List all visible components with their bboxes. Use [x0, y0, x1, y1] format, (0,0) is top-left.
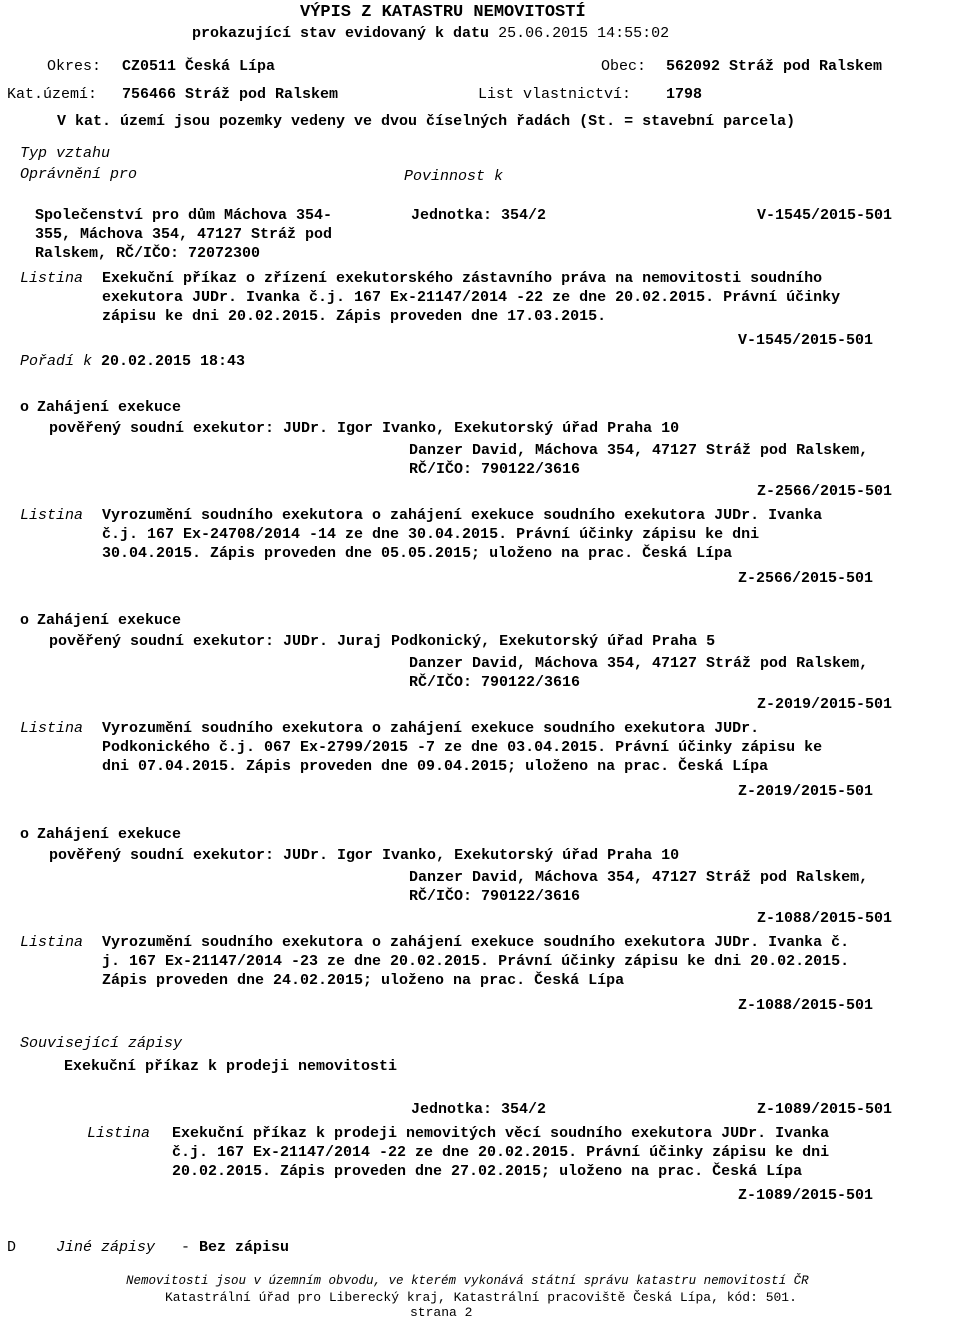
party: Danzer David, Máchova 354, 47127 Stráž pod Ralskem,: [409, 869, 869, 886]
record-ref: Z-2566/2015-501: [738, 570, 874, 587]
jednotka: Jednotka: 354/2: [411, 207, 547, 224]
listina-line: č.j. 167 Ex-21147/2014 -22 ze dne 20.02.2015. Právní účinky zápisu ke dni: [172, 1144, 830, 1161]
party: RČ/IČO: 790122/3616: [409, 674, 581, 691]
listina-label: Listina: [87, 1125, 151, 1142]
listina-label: Listina: [20, 934, 84, 951]
bullet-icon: o: [20, 612, 30, 629]
listina-label: Listina: [20, 720, 84, 737]
listina-line: č.j. 167 Ex-24708/2014 -14 ze dne 30.04.2015. Právní účinky zápisu ke dni: [102, 526, 760, 543]
subtitle-label: prokazující stav evidovaný k datu: [192, 25, 490, 42]
party-line: Ralskem, RČ/IČO: 72072300: [35, 245, 261, 262]
section-d-letter: D: [7, 1239, 17, 1256]
listina-line: exekutora JUDr. Ivanka č.j. 167 Ex-21147/2014 -22 ze dne 20.02.2015. Právní účinky: [102, 289, 841, 306]
kat-uzemi-value: 756466 Stráž pod Ralskem: [122, 86, 339, 103]
entry-title: Zahájení exekuce: [37, 612, 182, 629]
bullet-icon: o: [20, 826, 30, 843]
bullet-icon: o: [20, 399, 30, 416]
parcel-note: V kat. území jsou pozemky vedeny ve dvou číselných řadách (St. = stavební parcela): [57, 113, 796, 130]
entry-title: Zahájení exekuce: [37, 399, 182, 416]
obec-value: 562092 Stráž pod Ralskem: [666, 58, 883, 75]
record-ref: Z-1088/2015-501: [757, 910, 893, 927]
record-ref: Z-1089/2015-501: [757, 1101, 893, 1118]
listina-line: Vyrozumění soudního exekutora o zahájení exekuce soudního exekutora JUDr. Ivanka č.: [102, 934, 850, 951]
footer-line: Katastrální úřad pro Liberecký kraj, Katastrální pracoviště Česká Lípa, kód: 501.: [165, 1290, 797, 1305]
lv-value: 1798: [666, 86, 703, 103]
listina-line: 30.04.2015. Zápis proveden dne 05.05.2015; uloženo na prac. Česká Lípa: [102, 545, 733, 562]
listina-line: Vyrozumění soudního exekutora o zahájení exekuce soudního exekutora JUDr.: [102, 720, 760, 737]
lv-label: List vlastnictví:: [478, 86, 632, 103]
party: Danzer David, Máchova 354, 47127 Stráž pod Ralskem,: [409, 442, 869, 459]
record-ref: V-1545/2015-501: [757, 207, 893, 224]
listina-line: Zápis proveden dne 24.02.2015; uloženo na prac. Česká Lípa: [102, 972, 625, 989]
subtitle-date: 25.06.2015 14:55:02: [498, 25, 670, 42]
typ-vztahu-heading: Typ vztahu: [20, 145, 111, 162]
listina-line: 20.02.2015. Zápis proveden dne 27.02.2015; uloženo na prac. Česká Lípa: [172, 1163, 803, 1180]
record-ref: Z-1089/2015-501: [738, 1187, 874, 1204]
party: RČ/IČO: 790122/3616: [409, 888, 581, 905]
record-ref: Z-2019/2015-501: [757, 696, 893, 713]
listina-line: Podkonického č.j. 067 Ex-2799/2015 -7 ze dne 03.04.2015. Právní účinky zápisu ke: [102, 739, 823, 756]
record-ref: Z-2566/2015-501: [757, 483, 893, 500]
listina-line: Exekuční příkaz o zřízení exekutorského zástavního práva na nemovitosti soudního: [102, 270, 823, 287]
listina-line: j. 167 Ex-21147/2014 -23 ze dne 20.02.2015. Právní účinky zápisu ke dni 20.02.2015.: [102, 953, 850, 970]
okres-label: Okres:: [47, 58, 102, 75]
executor: pověřený soudní exekutor: JUDr. Juraj Podkonický, Exekutorský úřad Praha 5: [49, 633, 716, 650]
poradi-value: 20.02.2015 18:43: [101, 353, 246, 370]
footer-line: Nemovitosti jsou v územním obvodu, ve kterém vykonává státní správu katastru nemovitostí ČR: [126, 1274, 809, 1288]
party-line: Společenství pro dům Máchova 354-: [35, 207, 333, 224]
party-line: 355, Máchova 354, 47127 Stráž pod: [35, 226, 333, 243]
okres-value: CZ0511 Česká Lípa: [122, 58, 276, 75]
kat-uzemi-label: Kat.území:: [7, 86, 98, 103]
povinnost-k-heading: Povinnost k: [404, 168, 504, 185]
page-number: strana 2: [410, 1305, 473, 1320]
party: Danzer David, Máchova 354, 47127 Stráž pod Ralskem,: [409, 655, 869, 672]
entry-title: Zahájení exekuce: [37, 826, 182, 843]
opravneni-pro-heading: Oprávnění pro: [20, 166, 138, 183]
record-ref: Z-1088/2015-501: [738, 997, 874, 1014]
listina-line: dni 07.04.2015. Zápis proveden dne 09.04.2015; uloženo na prac. Česká Lípa: [102, 758, 769, 775]
section-d-dash: -: [181, 1239, 191, 1256]
record-ref: V-1545/2015-501: [738, 332, 874, 349]
executor: pověřený soudní exekutor: JUDr. Igor Ivanko, Exekutorský úřad Praha 10: [49, 847, 680, 864]
related-label: Související zápisy: [20, 1035, 183, 1052]
document-title: VÝPIS Z KATASTRU NEMOVITOSTÍ: [300, 3, 586, 22]
record-ref: Z-2019/2015-501: [738, 783, 874, 800]
poradi: [20, 352, 245, 371]
obec-label: Obec:: [601, 58, 647, 75]
related-title: Exekuční příkaz k prodeji nemovitosti: [64, 1058, 398, 1075]
listina-line: zápisu ke dni 20.02.2015. Zápis proveden dne 17.03.2015.: [102, 308, 607, 325]
party: RČ/IČO: 790122/3616: [409, 461, 581, 478]
poradi-label: Pořadí k: [20, 353, 93, 370]
listina-line: Exekuční příkaz k prodeji nemovitých věcí soudního exekutora JUDr. Ivanka: [172, 1125, 830, 1142]
subtitle: [192, 24, 669, 43]
listina-line: Vyrozumění soudního exekutora o zahájení exekuce soudního exekutora JUDr. Ivanka: [102, 507, 823, 524]
section-d-label: Jiné zápisy: [56, 1239, 156, 1256]
section-d-value: Bez zápisu: [199, 1239, 290, 1256]
listina-label: Listina: [20, 270, 84, 287]
listina-label: Listina: [20, 507, 84, 524]
executor: pověřený soudní exekutor: JUDr. Igor Ivanko, Exekutorský úřad Praha 10: [49, 420, 680, 437]
jednotka: Jednotka: 354/2: [411, 1101, 547, 1118]
